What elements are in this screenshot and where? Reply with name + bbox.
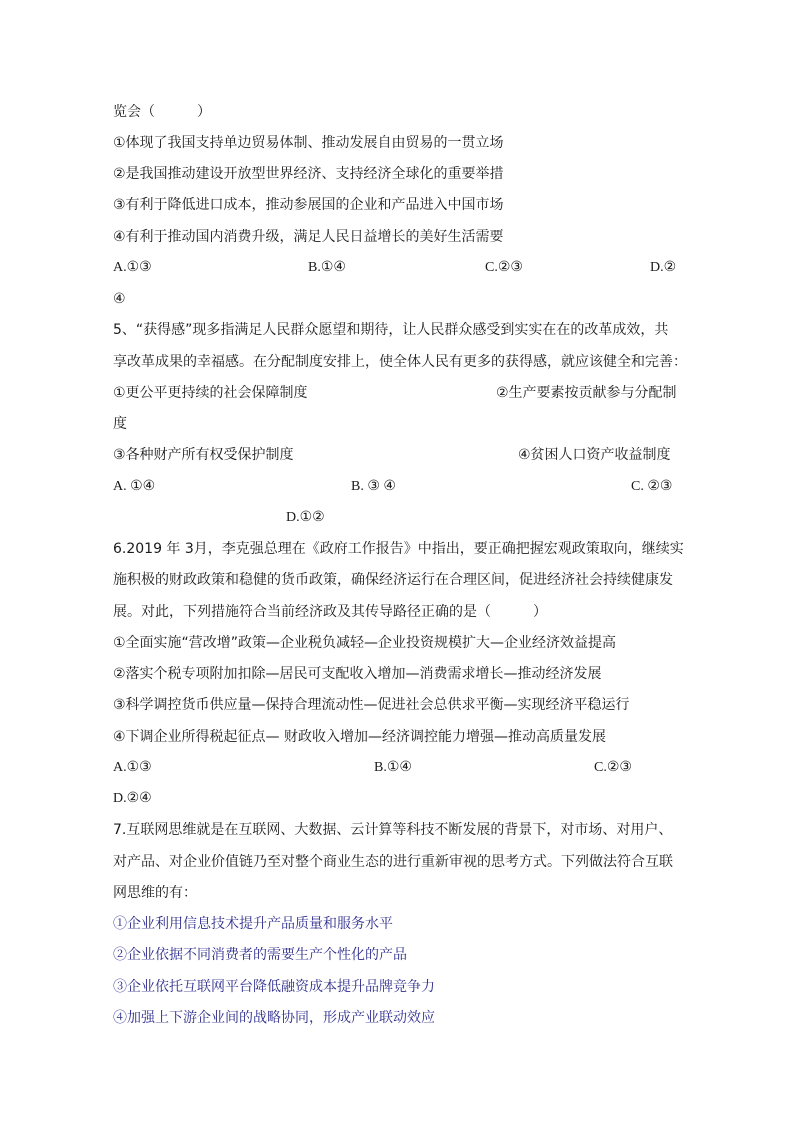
q4-option-a: A.①③ <box>113 260 152 275</box>
q4-option-b: B.①④ <box>308 260 346 275</box>
q7-stem-line-1: 7.互联网思维就是在互联网、大数据、云计算等科技不断发展的背景下，对市场、对用户、 <box>113 822 673 838</box>
q5-item-1: ①更公平更持续的社会保障制度 <box>113 385 308 401</box>
q6-item-4: ④下调企业所得税起征点— 财政收入增加—经济调控能力增强—推动高质量发展 <box>113 729 606 745</box>
q7-item-1: ①企业利用信息技术提升产品质量和服务水平 <box>113 916 393 932</box>
q6-option-b: B.①④ <box>374 760 412 775</box>
q4-option-d-wrap: ④ <box>113 291 126 307</box>
q6-item-3: ③科学调控货币供应量—保持合理流动性—促进社会总供求平衡—实现经济平稳运行 <box>113 697 630 713</box>
q6-stem-line-3: 展。对此，下列措施符合当前经济政及其传导路径正确的是（ ） <box>113 604 547 620</box>
q7-item-3: ③企业依托互联网平台降低融资成本提升品牌竞争力 <box>113 979 435 995</box>
q4-option-d: D.② <box>650 260 677 275</box>
q5-stem-line-1: 5、“获得感”现多指满足人民群众愿望和期待，让人民群众感受到实实在在的改革成效，共 <box>113 322 669 338</box>
q7-stem-line-2: 对产品、对企业价值链乃至对整个商业生态的进行重新审视的思考方式。下列做法符合互联 <box>113 854 673 870</box>
q7-item-4: ④加强上下游企业间的战略协同，形成产业联动效应 <box>113 1010 435 1026</box>
q6-option-c: C.②③ <box>594 760 632 775</box>
q4-item-2: ②是我国推动建设开放型世界经济、支持经济全球化的重要举措 <box>113 166 504 182</box>
q5-option-d: D.①② <box>286 510 325 525</box>
q4-item-3: ③有利于降低进口成本，推动参展国的企业和产品进入中国市场 <box>113 197 504 213</box>
q6-item-1: ①全面实施“营改增”政策—企业税负减轻—企业投资规模扩大—企业经济效益提高 <box>113 635 617 651</box>
q5-option-c: C. ②③ <box>631 479 673 494</box>
q5-option-b: B. ③ ④ <box>351 479 396 494</box>
q4-item-1: ①体现了我国支持单边贸易体制、推动发展自由贸易的一贯立场 <box>113 135 504 151</box>
q6-stem-line-2: 施积极的财政政策和稳健的货币政策，确保经济运行在合理区间，促进经济社会持续健康发 <box>113 572 673 588</box>
q4-option-c: C.②③ <box>485 260 523 275</box>
q5-item-4: ④贫困人口资产收益制度 <box>518 447 671 463</box>
q4-item-4: ④有利于推动国内消费升级，满足人民日益增长的美好生活需要 <box>113 229 504 245</box>
q6-item-2: ②落实个税专项附加扣除—居民可支配收入增加—消费需求增长—推动经济发展 <box>113 666 602 682</box>
q6-option-d: D.②④ <box>113 791 152 806</box>
q4-stem-tail: 览会（ ） <box>113 104 211 120</box>
q5-option-a: A. ①④ <box>113 479 156 494</box>
q7-stem-line-3: 网思维的有： <box>113 885 197 901</box>
q6-option-a: A.①③ <box>113 760 152 775</box>
q5-item-2: ②生产要素按贡献参与分配制 <box>496 385 677 401</box>
q5-item-2-wrap: 度 <box>113 416 127 432</box>
q5-item-3: ③各种财产所有权受保护制度 <box>113 447 294 463</box>
q6-stem-line-1: 6.2019 年 3月，李克强总理在《政府工作报告》中指出，要正确把握宏观政策取向，继续实 <box>113 541 684 557</box>
q7-item-2: ②企业依据不同消费者的需要生产个性化的产品 <box>113 947 407 963</box>
q5-stem-line-2: 享改革成果的幸福感。在分配制度安排上，使全体人民有更多的获得感，就应该健全和完善： <box>113 354 687 370</box>
